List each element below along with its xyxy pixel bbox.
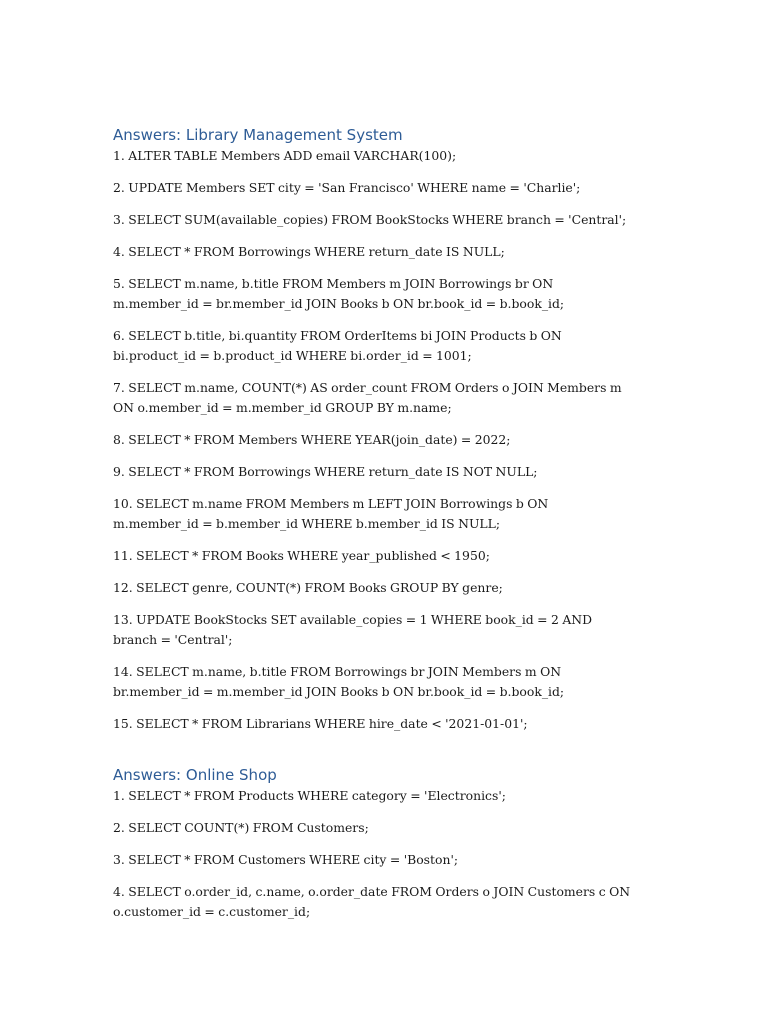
answer-item: 13. UPDATE BookStocks SET available_copies = 1 WHERE book_id = 2 AND branch = 'Central'; <box>113 612 593 647</box>
answer-list <box>113 786 633 922</box>
section-title: Answers: Online Shop <box>113 766 277 784</box>
answer-item: 4. SELECT o.order_id, c.name, o.order_date FROM Orders o JOIN Customers c ON o.customer_id = c.customer_id; <box>113 884 631 919</box>
answer-item: 15. SELECT * FROM Librarians WHERE hire_date < '2021-01-01'; <box>113 716 528 731</box>
document-page <box>113 125 633 934</box>
answer-item: 3. SELECT SUM(available_copies) FROM BookStocks WHERE branch = 'Central'; <box>113 212 627 227</box>
answer-list <box>113 146 633 734</box>
answer-item: 12. SELECT genre, COUNT(*) FROM Books GROUP BY genre; <box>113 580 503 595</box>
answer-item: 5. SELECT m.name, b.title FROM Members m JOIN Borrowings br ON m.member_id = br.member_id JOIN Books b ON br.book_id = b.book_id; <box>113 276 565 311</box>
answer-item: 8. SELECT * FROM Members WHERE YEAR(join_date) = 2022; <box>113 432 511 447</box>
answer-item: 2. UPDATE Members SET city = 'San Francisco' WHERE name = 'Charlie'; <box>113 180 581 195</box>
answer-item: 1. ALTER TABLE Members ADD email VARCHAR(100); <box>113 148 457 163</box>
answer-item: 3. SELECT * FROM Customers WHERE city = 'Boston'; <box>113 852 459 867</box>
answer-item: 1. SELECT * FROM Products WHERE category = 'Electronics'; <box>113 788 506 803</box>
answer-item: 11. SELECT * FROM Books WHERE year_published < 1950; <box>113 548 490 563</box>
section-title: Answers: Library Management System <box>113 126 403 144</box>
answer-item: 10. SELECT m.name FROM Members m LEFT JOIN Borrowings b ON m.member_id = b.member_id WHERE b.member_id IS NULL; <box>113 496 549 531</box>
answer-item: 7. SELECT m.name, COUNT(*) AS order_count FROM Orders o JOIN Members m ON o.member_id = m.member_id GROUP BY m.name; <box>113 380 622 415</box>
online-shop-answers-section <box>113 765 633 922</box>
answer-item: 14. SELECT m.name, b.title FROM Borrowings br JOIN Members m ON br.member_id = m.member_id JOIN Books b ON br.book_id = b.book_id; <box>113 664 565 699</box>
answer-item: 2. SELECT COUNT(*) FROM Customers; <box>113 820 369 835</box>
answer-item: 9. SELECT * FROM Borrowings WHERE return_date IS NOT NULL; <box>113 464 538 479</box>
answer-item: 4. SELECT * FROM Borrowings WHERE return_date IS NULL; <box>113 244 505 259</box>
library-answers-section <box>113 125 633 734</box>
answer-item: 6. SELECT b.title, bi.quantity FROM OrderItems bi JOIN Products b ON bi.product_id = b.product_id WHERE bi.order_id = 1001; <box>113 328 562 363</box>
